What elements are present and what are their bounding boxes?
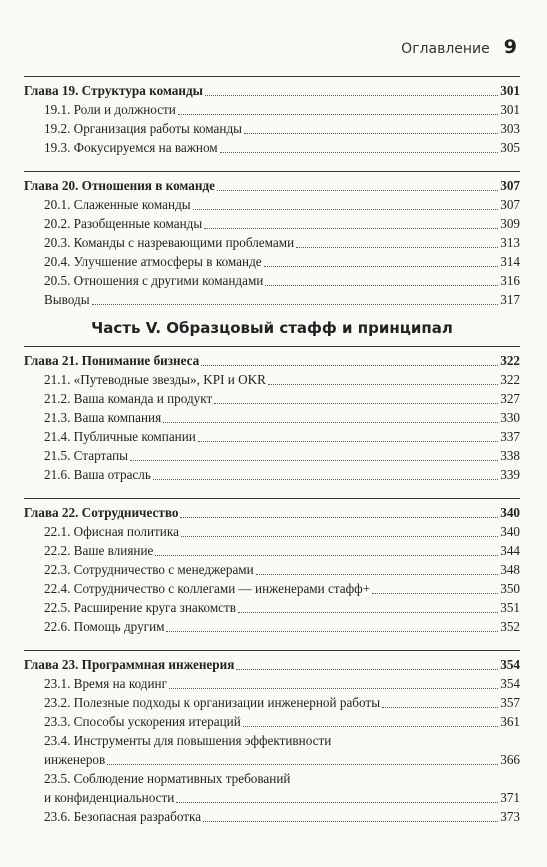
toc-entry-first-line[interactable]: 23.4. Инструменты для повышения эффективности — [44, 733, 332, 748]
toc-entry[interactable]: Выводы 317 — [44, 292, 520, 307]
toc-entry[interactable]: инженеров 366 — [44, 752, 520, 767]
page-number: 9 — [503, 36, 517, 58]
running-header — [401, 36, 517, 58]
toc-entry-first-line[interactable]: 23.5. Соблюдение нормативных требований — [44, 771, 291, 786]
toc-entry[interactable]: 20.4. Улучшение атмосферы в команде 314 — [44, 254, 520, 269]
running-header-title: Оглавление — [401, 41, 490, 57]
toc-entry[interactable]: 22.3. Сотрудничество с менеджерами 348 — [44, 562, 520, 577]
toc-entry[interactable]: 21.2. Ваша команда и продукт 327 — [44, 391, 520, 406]
toc-entry[interactable]: 21.3. Ваша компания 330 — [44, 410, 520, 425]
chapter-heading[interactable]: Глава 20. Отношения в команде 307 — [24, 178, 520, 193]
chapter-19 — [24, 76, 520, 157]
toc-entry[interactable]: 20.3. Команды с назревающими проблемами 313 — [44, 235, 520, 250]
toc-entry[interactable]: 21.1. «Путеводные звезды», KPI и OKR 322 — [44, 372, 520, 387]
chapter-22 — [24, 498, 520, 636]
chapter-heading[interactable]: Глава 19. Структура команды 301 — [24, 83, 520, 98]
toc-entry[interactable]: 22.1. Офисная политика 340 — [44, 524, 520, 539]
toc-entry[interactable]: 20.2. Разобщенные команды 309 — [44, 216, 520, 231]
toc-entry[interactable]: и конфиденциальности 371 — [44, 790, 520, 805]
chapter-23 — [24, 650, 520, 826]
toc-entry[interactable]: 20.1. Слаженные команды 307 — [44, 197, 520, 212]
toc-entry[interactable]: 19.2. Организация работы команды 303 — [44, 121, 520, 136]
toc-entry[interactable]: 23.3. Способы ускорения итераций 361 — [44, 714, 520, 729]
toc-entry[interactable]: 19.1. Роли и должности 301 — [44, 102, 520, 117]
toc-entry[interactable]: 21.6. Ваша отрасль 339 — [44, 467, 520, 482]
toc-entry[interactable]: 22.2. Ваше влияние 344 — [44, 543, 520, 558]
toc-entry[interactable]: 23.1. Время на кодинг 354 — [44, 676, 520, 691]
toc-entry[interactable]: 22.5. Расширение круга знакомств 351 — [44, 600, 520, 615]
part-heading: Часть V. Образцовый стафф и принципал — [91, 319, 453, 337]
chapter-heading[interactable]: Глава 21. Понимание бизнеса 322 — [24, 353, 520, 368]
chapter-21 — [24, 346, 520, 484]
chapter-heading[interactable]: Глава 22. Сотрудничество 340 — [24, 505, 520, 520]
toc-entry[interactable]: 23.2. Полезные подходы к организации инженерной работы 357 — [44, 695, 520, 710]
toc-entry[interactable]: 22.4. Сотрудничество с коллегами — инженерами стафф+ 350 — [44, 581, 520, 596]
chapter-heading[interactable]: Глава 23. Программная инженерия 354 — [24, 657, 520, 672]
toc-entry[interactable]: 20.5. Отношения с другими командами 316 — [44, 273, 520, 288]
table-of-contents — [24, 76, 520, 826]
toc-entry[interactable]: 21.5. Стартапы 338 — [44, 448, 520, 463]
toc-entry[interactable]: 23.6. Безопасная разработка 373 — [44, 809, 520, 824]
toc-entry[interactable]: 22.6. Помощь другим 352 — [44, 619, 520, 634]
toc-entry[interactable]: 19.3. Фокусируемся на важном 305 — [44, 140, 520, 155]
chapter-20 — [24, 171, 520, 309]
toc-entry[interactable]: 21.4. Публичные компании 337 — [44, 429, 520, 444]
